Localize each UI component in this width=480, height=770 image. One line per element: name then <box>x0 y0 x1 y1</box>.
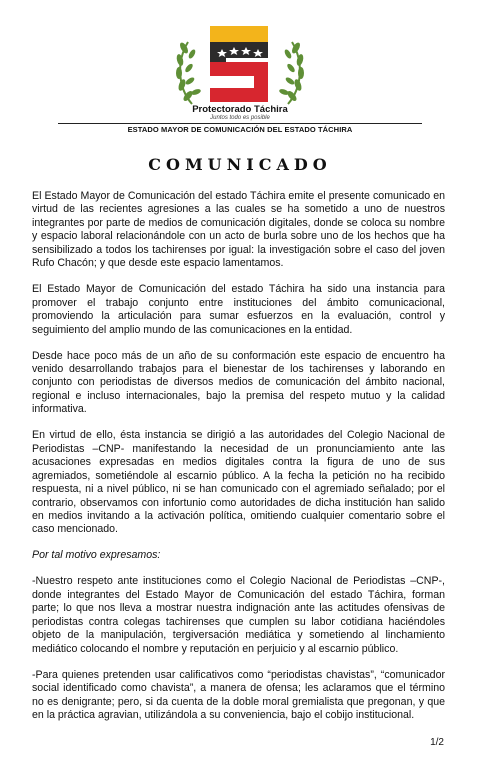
paragraph: En virtud de ello, ésta instancia se dirigió a las autoridades del Colegio Nacional de Periodistas –CNP- manifestando la necesidad de un pronunciamiento ante las acusaciones expresadas en medios digitales contra la figura de uno de sus agremiados, sometiéndole al escarnio público. A la fecha la petición no ha recibido respuesta, ni a nivel público, ni se han comunicado con el agremiado señalado; por el contrario, observamos con infortunio como autoridades de dicha institución han salido en medios invitando a la activación política, omitiendo cualquier comentario sobre el caso mencionado. <box>32 429 445 536</box>
header-divider <box>58 123 422 124</box>
paragraph: Desde hace poco más de un año de su conformación este espacio de encuentro ha venido desarrollando trabajos para el bienestar de los tachirenses y laborando en conjunto con periodistas de diversos medios de comunicación del ámbito nacional, regional e incluso internacionales, bajo la premisa del respeto mutuo y la calidad informativa. <box>32 349 445 416</box>
brand-tagline: Juntos todo es posible <box>210 115 270 121</box>
organization-name: ESTADO MAYOR DE COMUNICACIÓN DEL ESTADO TÁCHIRA <box>127 125 353 134</box>
brand-name: Protectorado Táchira <box>192 104 288 115</box>
paragraph-lead: Por tal motivo expresamos: <box>32 549 161 562</box>
document-body <box>32 190 445 735</box>
paragraph: El Estado Mayor de Comunicación del estado Táchira emite el presente comunicado en virtud de las recientes agresiones a las cuales se ha sometido a uno de nuestros integrantes por parte de medios de comunicación digitales, donde se coloca su nombre y espacio laboral relacionándole con un acto de burla sobre uno de los hechos que ha sensibilizado a todos los tachirenses por igual: la investigación sobre el caso del joven Rufo Chacón; y que desde este espacio lamentamos. <box>32 190 445 270</box>
paragraph: -Nuestro respeto ante instituciones como el Colegio Nacional de Periodistas –CNP-, donde integrantes del Estado Mayor de Comunicación del estado Táchira, forman parte; lo que nos lleva a mostrar nuestra indignación ante las actitudes ofensivas de periodistas contra colegas tachirenses que cumplen su labor cotidiana haciéndoles objeto de la manipulación, tergiversación mediática y sometiendo al linchamiento mediático colocando el nombre y reputación en perjuicio y al escarnio público. <box>32 575 445 655</box>
document-title: COMUNICADO <box>148 155 332 174</box>
protectorado-logo-icon <box>170 18 310 114</box>
paragraph: -Para quienes pretenden usar calificativos como “periodistas chavistas”, “comunicador social identificado como chavista”, a manera de ofensa; les aclaramos que el término no es denigrante; pero, si da cuenta de la doble moral gremialista que pregonan, y que en la práctica agravian, utilizándola a su conveniencia, bajo el cobijo institucional. <box>32 668 445 721</box>
page-number: 1/2 <box>430 737 444 748</box>
laurel-right-icon <box>278 41 304 104</box>
paragraph: El Estado Mayor de Comunicación del estado Táchira ha sido una instancia para promover el trabajo conjunto entre instituciones del ámbito comunicacional, promoviendo la articulación para sumar esfuerzos en la evaluación, control y seguimiento del amplio mundo de las comunicaciones en la entidad. <box>32 283 445 336</box>
s-emblem-icon <box>210 26 268 102</box>
letterhead <box>0 0 480 140</box>
laurel-left-icon <box>176 41 202 104</box>
